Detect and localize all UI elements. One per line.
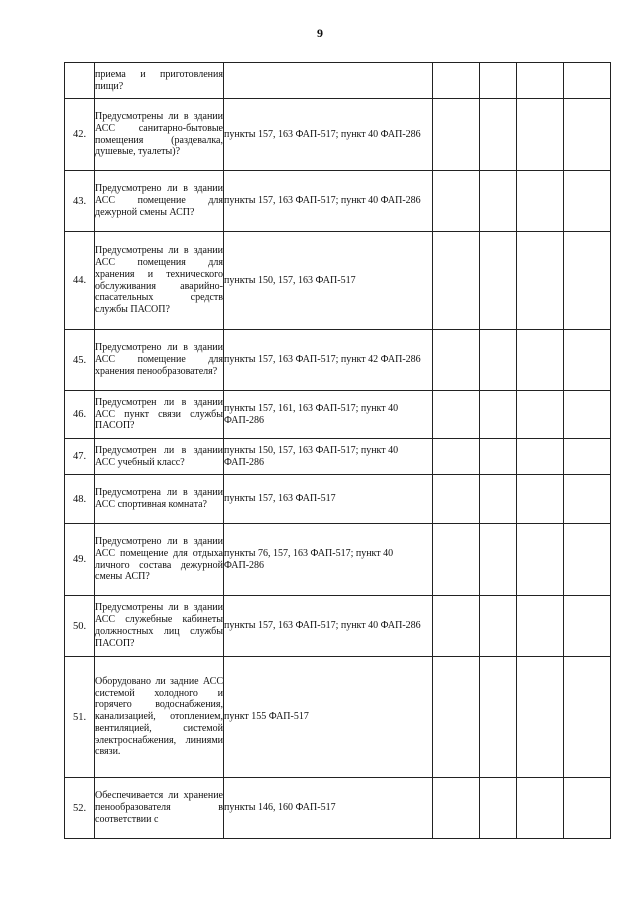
question-cell bbox=[95, 232, 224, 330]
no-cell bbox=[480, 439, 517, 475]
notes-cell bbox=[564, 439, 611, 475]
yes-cell bbox=[433, 439, 480, 475]
yes-cell bbox=[433, 475, 480, 524]
row-number: 48. bbox=[65, 475, 95, 524]
notes-cell bbox=[564, 524, 611, 596]
reference-cell: пункты 150, 157, 163 ФАП-517 bbox=[224, 232, 433, 330]
yes-cell bbox=[433, 63, 480, 99]
no-cell bbox=[480, 391, 517, 439]
reference-cell: пункты 157, 163 ФАП-517; пункт 40 ФАП-286 bbox=[224, 99, 433, 171]
reference-cell bbox=[224, 63, 433, 99]
notes-cell bbox=[564, 63, 611, 99]
question-text: Предусмотрены ли в здании АСС служебные кабинеты должностных лиц службы ПАСОП? bbox=[95, 602, 223, 649]
yes-cell bbox=[433, 596, 480, 657]
question-text: Предусмотрено ли в здании АСС помещение для отдыха личного состава дежурной смены АСП? bbox=[95, 535, 223, 583]
yes-cell bbox=[433, 232, 480, 330]
question-text: Предусмотрено ли в здании АСС помещение для хранения пенообразователя? bbox=[95, 342, 223, 377]
question-cell bbox=[95, 657, 224, 778]
question-cell bbox=[95, 63, 224, 99]
table-row bbox=[65, 99, 611, 171]
page-number: 9 bbox=[317, 26, 323, 40]
no-cell bbox=[480, 657, 517, 778]
row-number: 51. bbox=[65, 657, 95, 778]
na-cell bbox=[517, 232, 564, 330]
question-text: Предусмотрен ли в здании АСС пункт связи службы ПАСОП? bbox=[95, 396, 223, 432]
reference-cell: пункты 146, 160 ФАП-517 bbox=[224, 778, 433, 839]
reference-cell: пункты 150, 157, 163 ФАП-517; пункт 40 ФАП-286 bbox=[224, 439, 433, 475]
notes-cell bbox=[564, 232, 611, 330]
notes-cell bbox=[564, 171, 611, 232]
na-cell bbox=[517, 524, 564, 596]
question-text: Оборудовано ли задние АСС системой холодного и горячего водоснабжения, канализацией, отоплением, вентиляцией, системой электроснабжения, линиями связи. bbox=[95, 675, 223, 758]
na-cell bbox=[517, 99, 564, 171]
question-text: Предусмотрена ли в здании АСС спортивная комната? bbox=[95, 487, 223, 510]
notes-cell bbox=[564, 778, 611, 839]
notes-cell bbox=[564, 657, 611, 778]
table-row bbox=[65, 475, 611, 524]
notes-cell bbox=[564, 391, 611, 439]
question-cell bbox=[95, 475, 224, 524]
question-text: приема и приготовления пищи? bbox=[95, 68, 223, 92]
reference-cell: пункты 157, 163 ФАП-517; пункт 40 ФАП-286 bbox=[224, 596, 433, 657]
no-cell bbox=[480, 99, 517, 171]
no-cell bbox=[480, 596, 517, 657]
question-cell bbox=[95, 524, 224, 596]
na-cell bbox=[517, 596, 564, 657]
reference-cell: пункты 157, 163 ФАП-517; пункт 42 ФАП-286 bbox=[224, 330, 433, 391]
question-cell bbox=[95, 171, 224, 232]
table-row bbox=[65, 657, 611, 778]
notes-cell bbox=[564, 596, 611, 657]
question-cell bbox=[95, 596, 224, 657]
table-row bbox=[65, 330, 611, 391]
yes-cell bbox=[433, 330, 480, 391]
notes-cell bbox=[564, 475, 611, 524]
question-text: Предусмотрены ли в здании АСС помещения для хранения и технического обслуживания аварийно-спасательных средств службы ПАСОП? bbox=[95, 245, 223, 316]
no-cell bbox=[480, 171, 517, 232]
row-number: 50. bbox=[65, 596, 95, 657]
table-row bbox=[65, 439, 611, 475]
question-text: Предусмотрены ли в здании АСС санитарно-бытовые помещения (раздевалка, душевые, туалеты)? bbox=[95, 110, 223, 158]
row-number: 43. bbox=[65, 171, 95, 232]
na-cell bbox=[517, 171, 564, 232]
yes-cell bbox=[433, 524, 480, 596]
yes-cell bbox=[433, 778, 480, 839]
table-row bbox=[65, 596, 611, 657]
checklist-table bbox=[64, 62, 611, 839]
question-text: Предусмотрено ли в здании АСС помещение для дежурной смены АСП? bbox=[95, 183, 223, 218]
notes-cell bbox=[564, 99, 611, 171]
table-row bbox=[65, 391, 611, 439]
no-cell bbox=[480, 524, 517, 596]
no-cell bbox=[480, 232, 517, 330]
na-cell bbox=[517, 330, 564, 391]
na-cell bbox=[517, 778, 564, 839]
question-cell bbox=[95, 778, 224, 839]
yes-cell bbox=[433, 99, 480, 171]
reference-cell: пункт 155 ФАП-517 bbox=[224, 657, 433, 778]
question-cell bbox=[95, 439, 224, 475]
question-cell bbox=[95, 330, 224, 391]
notes-cell bbox=[564, 330, 611, 391]
na-cell bbox=[517, 439, 564, 475]
question-text: Обеспечивается ли хранение пенообразователя в соответствии с bbox=[95, 790, 223, 825]
no-cell bbox=[480, 63, 517, 99]
row-number: 45. bbox=[65, 330, 95, 391]
yes-cell bbox=[433, 657, 480, 778]
no-cell bbox=[480, 330, 517, 391]
row-number: 42. bbox=[65, 99, 95, 171]
row-number: 52. bbox=[65, 778, 95, 839]
na-cell bbox=[517, 475, 564, 524]
reference-cell: пункты 157, 161, 163 ФАП-517; пункт 40 ФАП-286 bbox=[224, 391, 433, 439]
na-cell bbox=[517, 63, 564, 99]
table-row bbox=[65, 778, 611, 839]
no-cell bbox=[480, 778, 517, 839]
table-row bbox=[65, 232, 611, 330]
question-text: Предусмотрен ли в здании АСС учебный класс? bbox=[95, 444, 223, 468]
row-number: 49. bbox=[65, 524, 95, 596]
question-cell bbox=[95, 391, 224, 439]
reference-cell: пункты 157, 163 ФАП-517 bbox=[224, 475, 433, 524]
table-row bbox=[65, 171, 611, 232]
no-cell bbox=[480, 475, 517, 524]
row-number bbox=[65, 63, 95, 99]
reference-cell: пункты 76, 157, 163 ФАП-517; пункт 40 ФАП-286 bbox=[224, 524, 433, 596]
row-number: 46. bbox=[65, 391, 95, 439]
row-number: 44. bbox=[65, 232, 95, 330]
na-cell bbox=[517, 391, 564, 439]
row-number: 47. bbox=[65, 439, 95, 475]
question-cell bbox=[95, 99, 224, 171]
yes-cell bbox=[433, 391, 480, 439]
reference-cell: пункты 157, 163 ФАП-517; пункт 40 ФАП-286 bbox=[224, 171, 433, 232]
table-row bbox=[65, 524, 611, 596]
yes-cell bbox=[433, 171, 480, 232]
na-cell bbox=[517, 657, 564, 778]
table-row bbox=[65, 63, 611, 99]
